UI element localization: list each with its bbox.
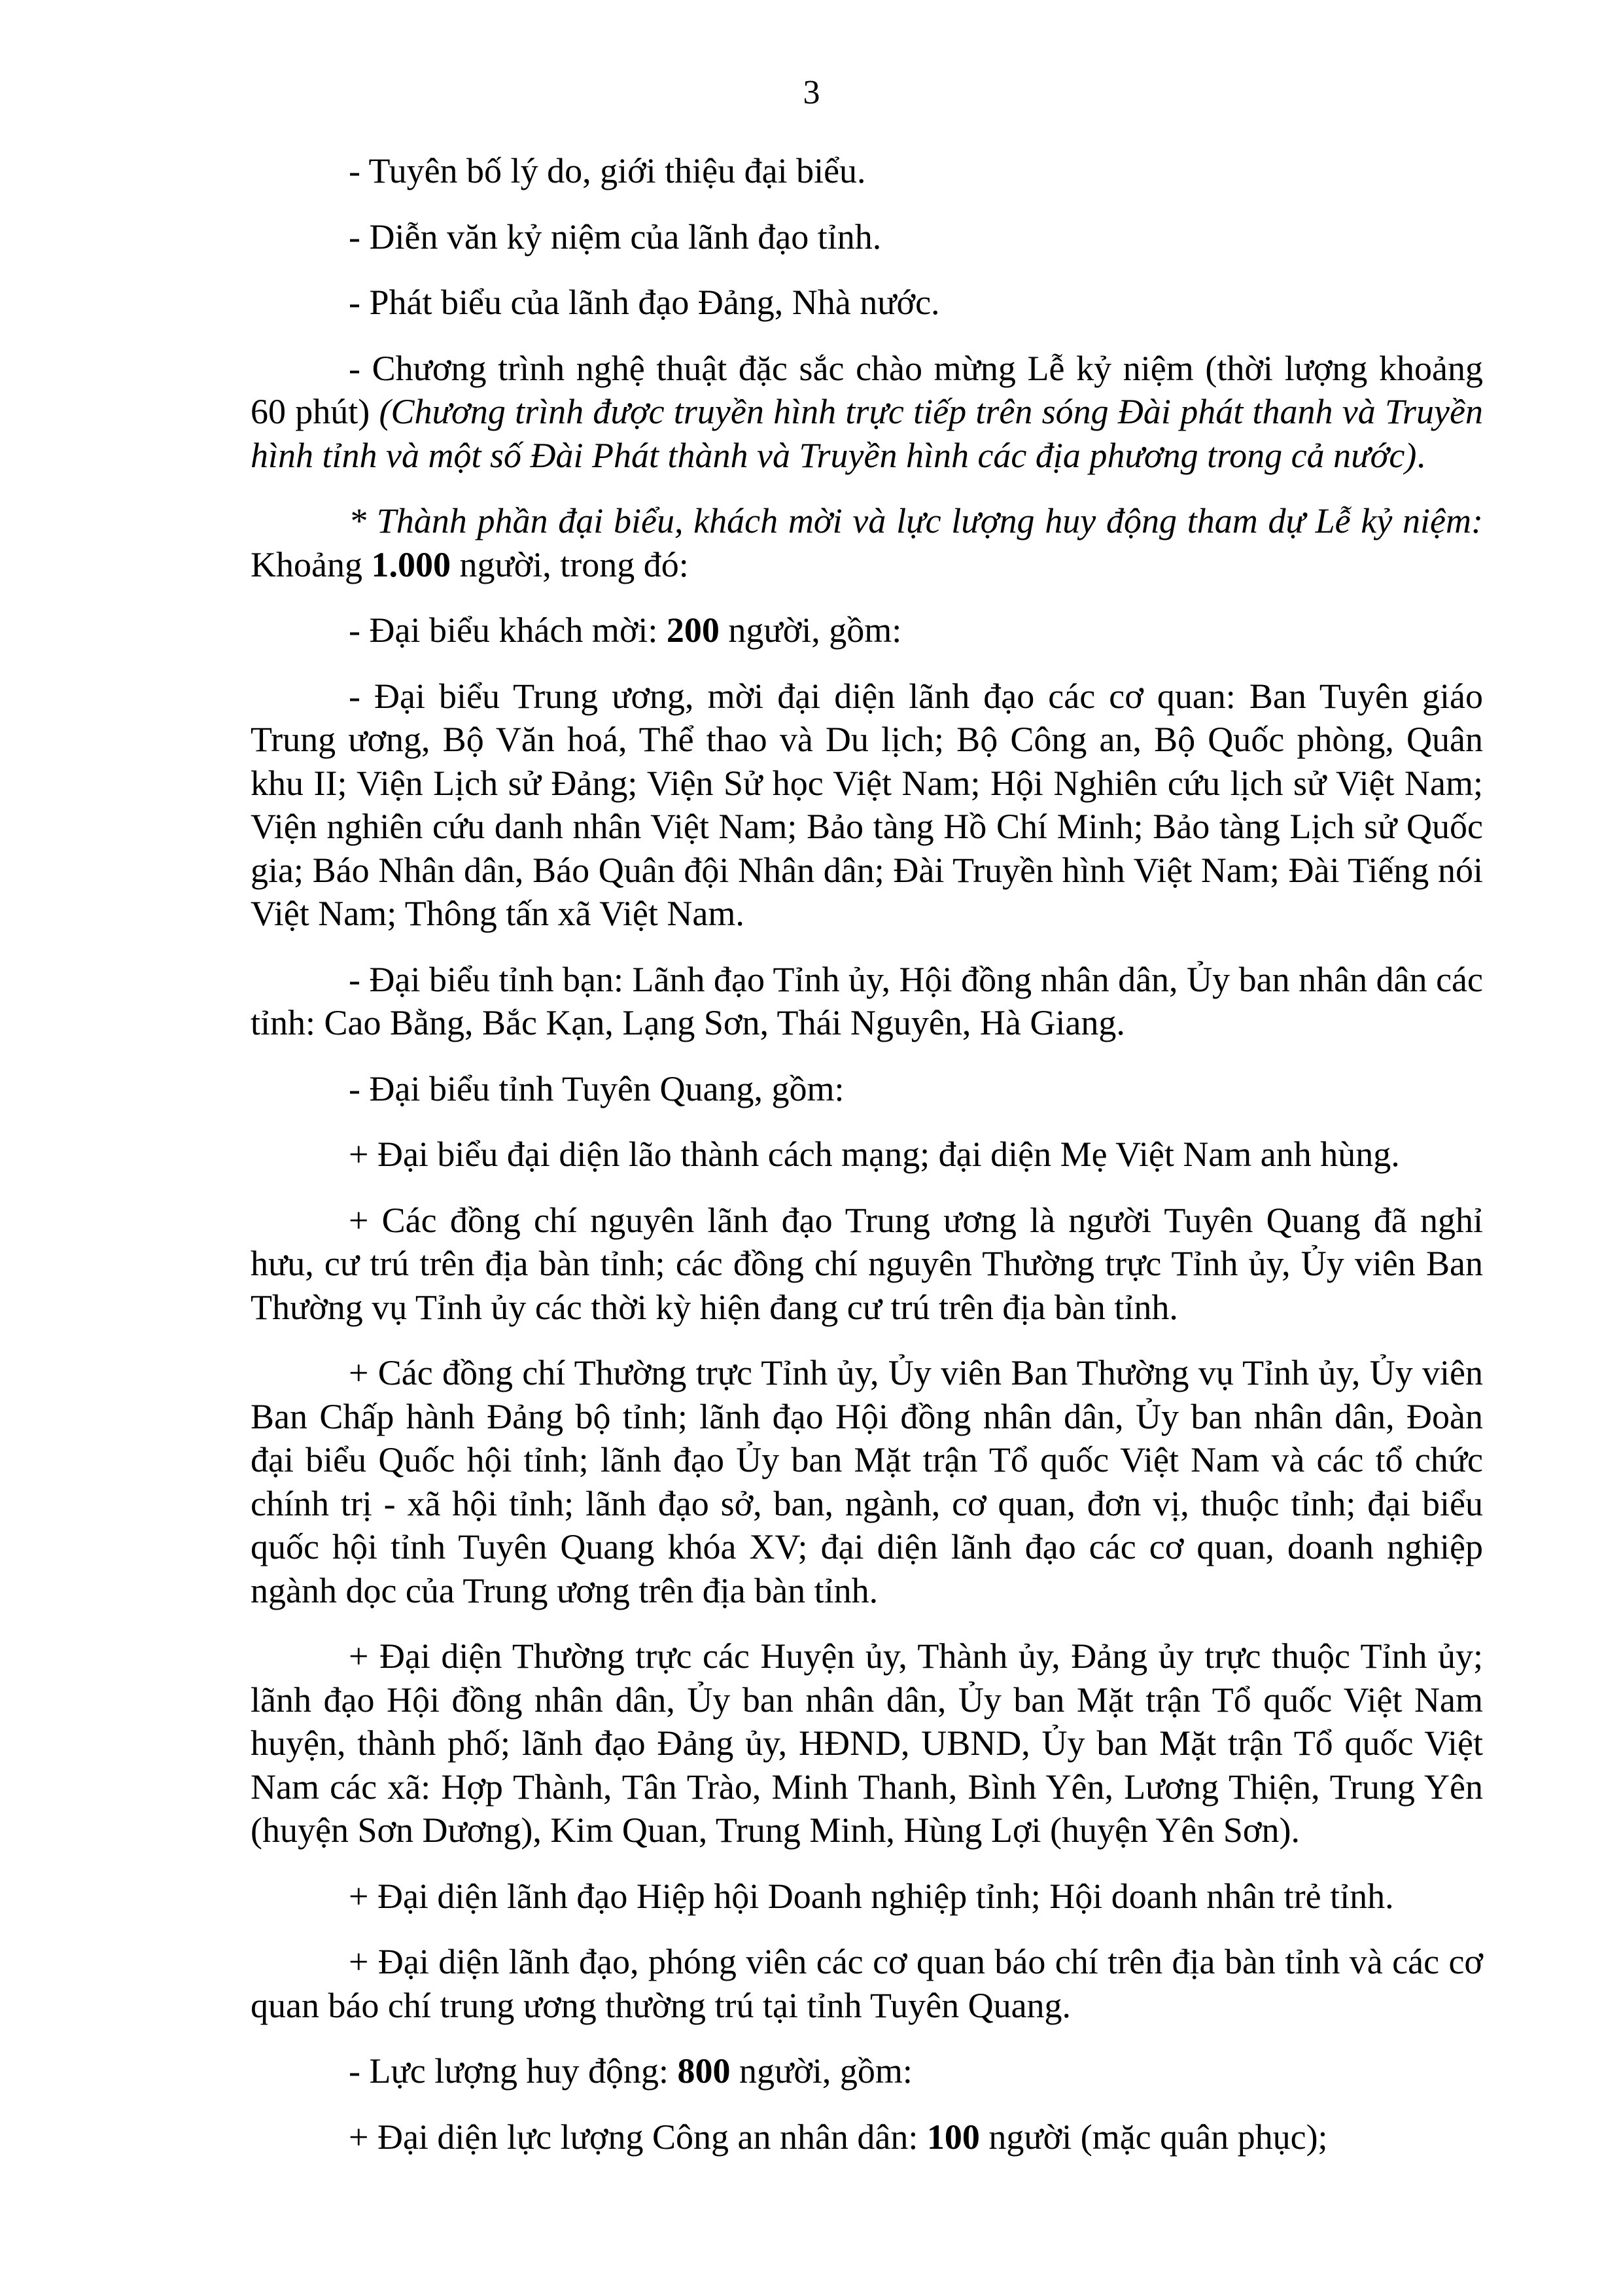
bold-text: 100 xyxy=(926,2117,980,2157)
text-run: - Đại biểu tỉnh bạn: Lãnh đạo Tỉnh ủy, Hội đồng nhân dân, Ủy ban nhân dân các tỉnh: Cao Bằng, Bắc Kạn, Lạng Sơn, Thái Nguyên, Hà Giang. xyxy=(251,959,1483,1042)
text-run: người (mặc quân phục); xyxy=(979,2117,1328,2157)
paragraph xyxy=(251,149,1483,193)
text-run: + Các đồng chí nguyên lãnh đạo Trung ương là người Tuyên Quang đã nghỉ hưu, cư trú trên địa bàn tỉnh; các đồng chí nguyên Thường trực Tỉnh ủy, Ủy viên Ban Thường vụ Tỉnh ủy các thời kỳ hiện đang cư trú trên địa bàn tỉnh. xyxy=(251,1200,1483,1327)
text-run: + Các đồng chí Thường trực Tỉnh ủy, Ủy viên Ban Thường vụ Tỉnh ủy, Ủy viên Ban Chấp hành Đảng bộ tỉnh; lãnh đạo Hội đồng nhân dân, Ủy ban nhân dân, Đoàn đại biểu Quốc hội tỉnh; lãnh đạo Ủy ban Mặt trận Tổ quốc Việt Nam và các tổ chức chính trị - xã hội tỉnh; lãnh đạo sở, ban, ngành, cơ quan, đơn vị, thuộc tỉnh; đại biểu quốc hội tỉnh Tuyên Quang khóa XV; đại diện lãnh đạo các cơ quan, doanh nghiệp ngành dọc của Trung ương trên địa bàn tỉnh. xyxy=(251,1353,1483,1610)
text-run: + Đại diện lãnh đạo, phóng viên các cơ quan báo chí trên địa bàn tỉnh và các cơ quan báo chí trung ương thường trú tại tỉnh Tuyên Quang. xyxy=(251,1942,1483,2025)
text-run: - Phát biểu của lãnh đạo Đảng, Nhà nước. xyxy=(349,283,940,322)
paragraph xyxy=(251,499,1483,586)
document-body xyxy=(251,149,1483,2159)
text-run: - Chương trình nghệ thuật đặc sắc chào mừng Lễ kỷ niệm (thời lượng khoảng 60 phút) xyxy=(251,348,1483,431)
italic-text: * Thành phần đại biểu, khách mời và lực lượng huy động tham dự Lễ kỷ niệm: xyxy=(349,501,1483,540)
paragraph xyxy=(251,1133,1483,1176)
paragraph xyxy=(251,281,1483,325)
paragraph xyxy=(251,1199,1483,1330)
text-run: - Đại biểu tỉnh Tuyên Quang, gồm: xyxy=(349,1069,845,1108)
text-run: + Đại biểu đại diện lão thành cách mạng; đại diện Mẹ Việt Nam anh hùng. xyxy=(349,1135,1400,1174)
paragraph xyxy=(251,1634,1483,1852)
paragraph xyxy=(251,1875,1483,1918)
text-run: - Diễn văn kỷ niệm của lãnh đạo tỉnh. xyxy=(349,217,882,256)
page-number: 3 xyxy=(803,74,820,111)
paragraph xyxy=(251,1940,1483,2027)
italic-text: (Chương trình được truyền hình trực tiếp trên sóng Đài phát thanh và Truyền hình tỉnh và một số Đài Phát thành và Truyền hình các địa phương trong cả nước) xyxy=(251,392,1483,475)
text-run: người, gồm: xyxy=(719,610,902,650)
paragraph xyxy=(251,675,1483,936)
text-run: - Đại biểu Trung ương, mời đại diện lãnh đạo các cơ quan: Ban Tuyên giáo Trung ương, Bộ Văn hoá, Thể thao và Du lịch; Bộ Công an, Bộ Quốc phòng, Quân khu II; Viện Lịch sử Đảng; Viện Sử học Việt Nam; Hội Nghiên cứu lịch sử Việt Nam; Viện nghiên cứu danh nhân Việt Nam; Bảo tàng Hồ Chí Minh; Bảo tàng Lịch sử Quốc gia; Báo Nhân dân, Báo Quân đội Nhân dân; Đài Truyền hình Việt Nam; Đài Tiếng nói Việt Nam; Thông tấn xã Việt Nam. xyxy=(251,676,1483,933)
paragraph xyxy=(251,347,1483,478)
bold-text: 800 xyxy=(677,2051,731,2091)
text-run: - Đại biểu khách mời: xyxy=(349,610,667,650)
bold-text: 200 xyxy=(666,610,720,650)
paragraph xyxy=(251,609,1483,652)
text-run: + Đại diện lãnh đạo Hiệp hội Doanh nghiệp tỉnh; Hội doanh nhân trẻ tỉnh. xyxy=(349,1876,1394,1916)
text-run: - Lực lượng huy động: xyxy=(349,2051,678,2091)
bold-text: 1.000 xyxy=(371,544,451,584)
text-run: + Đại diện lực lượng Công an nhân dân: xyxy=(349,2117,927,2157)
paragraph xyxy=(251,2049,1483,2093)
text-run: người, trong đó: xyxy=(450,544,689,584)
paragraph xyxy=(251,1351,1483,1612)
text-run: . xyxy=(1416,435,1425,475)
paragraph xyxy=(251,2115,1483,2159)
paragraph xyxy=(251,215,1483,259)
paragraph xyxy=(251,958,1483,1045)
text-run: Khoảng xyxy=(251,544,372,584)
text-run: người, gồm: xyxy=(730,2051,913,2091)
text-run: - Tuyên bố lý do, giới thiệu đại biểu. xyxy=(349,151,866,190)
text-run: + Đại diện Thường trực các Huyện ủy, Thành ủy, Đảng ủy trực thuộc Tỉnh ủy; lãnh đạo Hội đồng nhân dân, Ủy ban nhân dân, Ủy ban Mặt trận Tổ quốc Việt Nam huyện, thành phố; lãnh đạo Đảng ủy, HĐND, UBND, Ủy ban Mặt trận Tổ quốc Việt Nam các xã: Hợp Thành, Tân Trào, Minh Thanh, Bình Yên, Lương Thiện, Trung Yên (huyện Sơn Dương), Kim Quan, Trung Minh, Hùng Lợi (huyện Yên Sơn). xyxy=(251,1636,1483,1850)
paragraph xyxy=(251,1067,1483,1111)
